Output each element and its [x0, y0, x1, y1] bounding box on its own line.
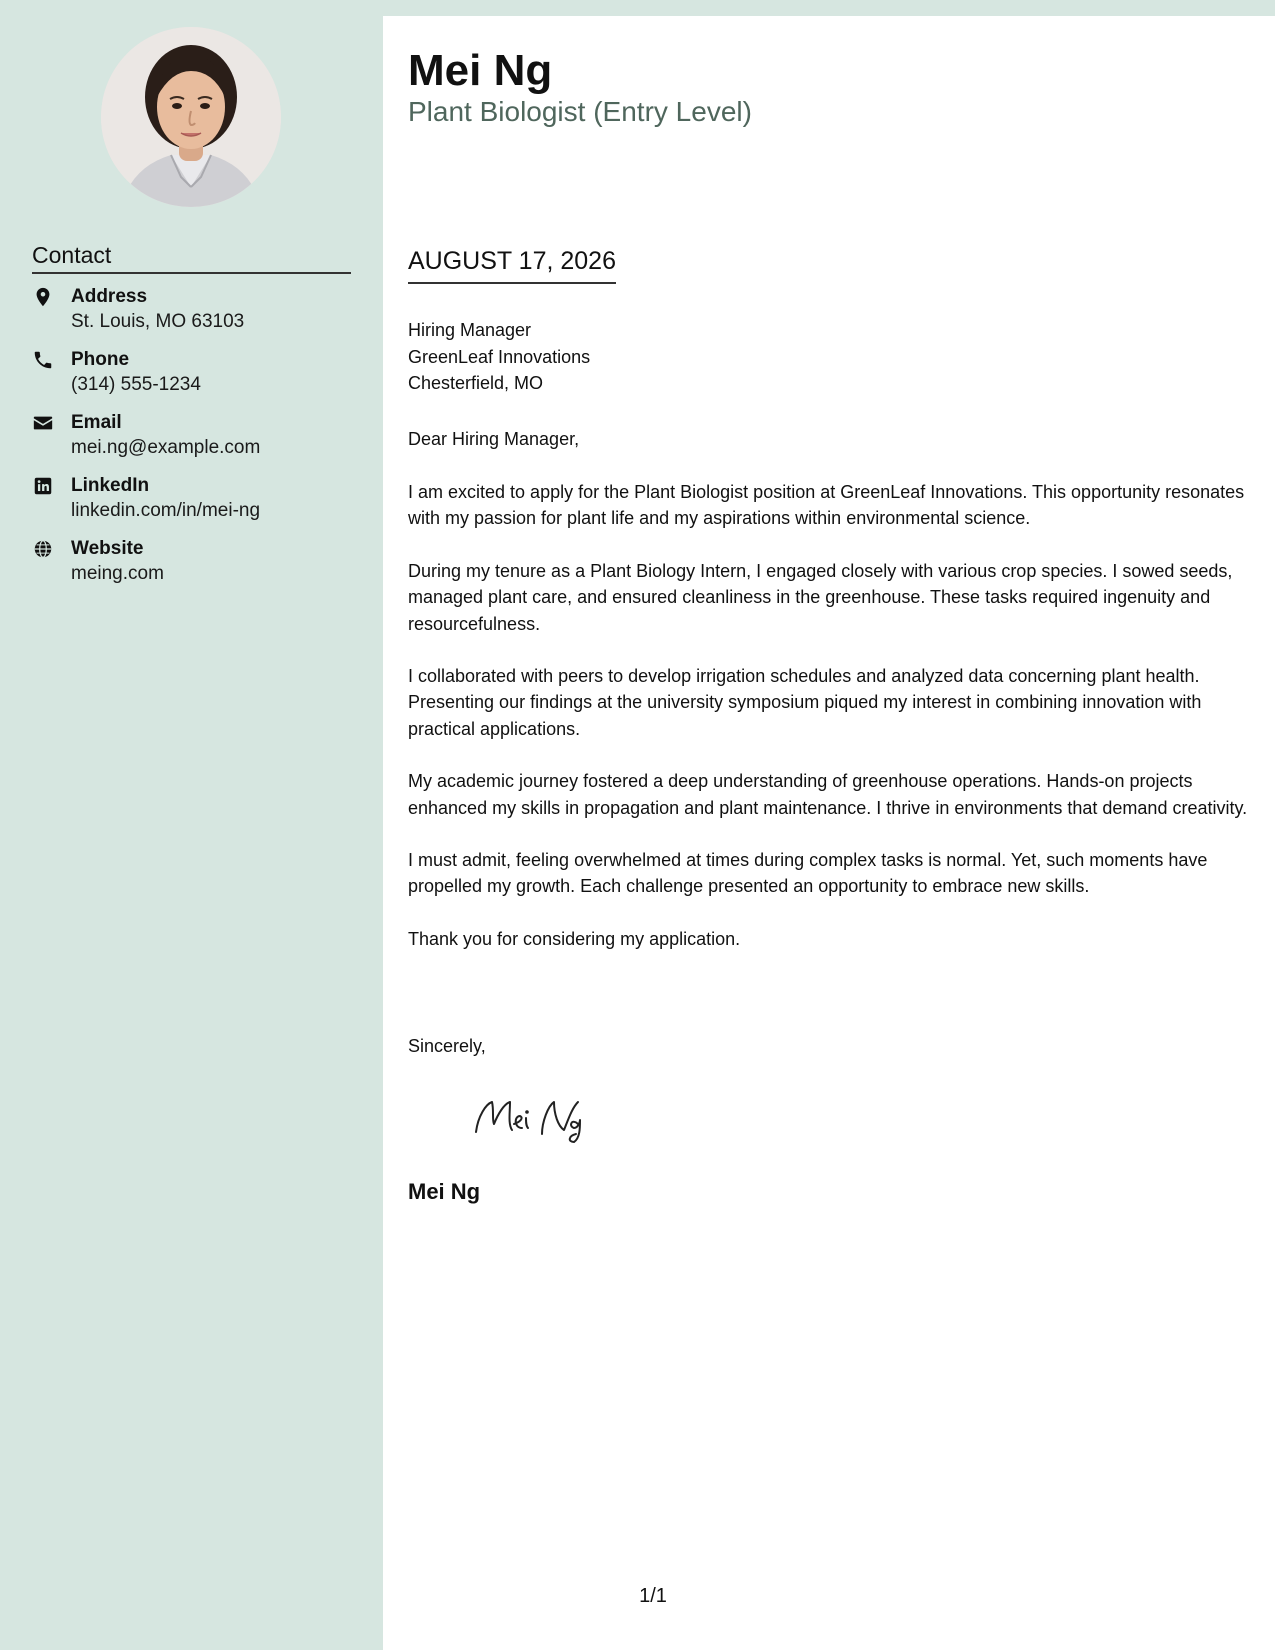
- contact-heading: Contact: [32, 240, 351, 274]
- contact-item-phone: [32, 347, 362, 410]
- linkedin-icon: [32, 475, 54, 497]
- contact-label: Website: [71, 538, 144, 559]
- contact-label: Phone: [71, 349, 130, 370]
- paragraph: During my tenure as a Plant Biology Intern, I engaged closely with various crop species. I sowed seeds, managed plant care, and ensured cleanliness in the greenhouse. These tasks required ingenuity and resourcefulness.: [408, 560, 1233, 634]
- address-value: St. Louis, MO 63103: [71, 311, 245, 332]
- paragraph: Thank you for considering my application.: [408, 928, 741, 949]
- salutation: Dear Hiring Manager,: [408, 429, 580, 449]
- recipient-line: Hiring Manager: [408, 320, 532, 340]
- phone-value: (314) 555-1234: [71, 374, 201, 395]
- signature: [468, 1086, 618, 1146]
- map-pin-icon: [32, 286, 54, 308]
- contact-item-email: [32, 410, 362, 473]
- website-value[interactable]: meing.com: [71, 563, 164, 584]
- paragraph: I must admit, feeling overwhelmed at times during complex tasks is normal. Yet, such moments have propelled my growth. Each challenge presented an opportunity to embrace new skills.: [408, 850, 1208, 897]
- linkedin-value[interactable]: linkedin.com/in/mei-ng: [71, 500, 261, 521]
- closing: Sincerely,: [408, 1036, 486, 1056]
- page-number: 1/1: [639, 1585, 667, 1607]
- envelope-icon: [32, 412, 54, 434]
- sidebar: [0, 0, 383, 1650]
- letter-date: AUGUST 17, 2026: [408, 244, 616, 284]
- contact-label: Address: [71, 286, 148, 307]
- paragraph: My academic journey fostered a deep understanding of greenhouse operations. Hands-on projects enhanced my skills in propagation and plant maintenance. I thrive in environments that demand creativity.: [408, 771, 1248, 818]
- contact-item-website: [32, 536, 362, 599]
- contact-label: Email: [71, 412, 122, 433]
- contact-item-address: [32, 284, 362, 347]
- paragraph: I collaborated with peers to develop irrigation schedules and analyzed data concerning plant health. Presenting our findings at the university symposium piqued my interest in combining innovation with practical applications.: [408, 666, 1202, 739]
- contact-list: [32, 284, 362, 599]
- recipient-block: [408, 317, 590, 397]
- signer-name: Mei Ng: [408, 1179, 481, 1204]
- applicant-name: Mei Ng: [408, 46, 553, 95]
- recipient-line: Chesterfield, MO: [408, 373, 544, 393]
- letter-paragraphs: [408, 479, 1256, 978]
- avatar: [101, 27, 281, 207]
- paragraph: I am excited to apply for the Plant Biologist position at GreenLeaf Innovations. This opportunity resonates with my passion for plant life and my aspirations within environmental science.: [408, 482, 1245, 529]
- email-value[interactable]: mei.ng@example.com: [71, 437, 261, 458]
- letter-body: [383, 16, 1275, 1650]
- contact-label: LinkedIn: [71, 475, 150, 496]
- phone-icon: [32, 349, 54, 371]
- contact-item-linkedin: [32, 473, 362, 536]
- recipient-line: GreenLeaf Innovations: [408, 346, 591, 367]
- globe-icon: [32, 538, 54, 560]
- job-title: Plant Biologist (Entry Level): [408, 96, 752, 127]
